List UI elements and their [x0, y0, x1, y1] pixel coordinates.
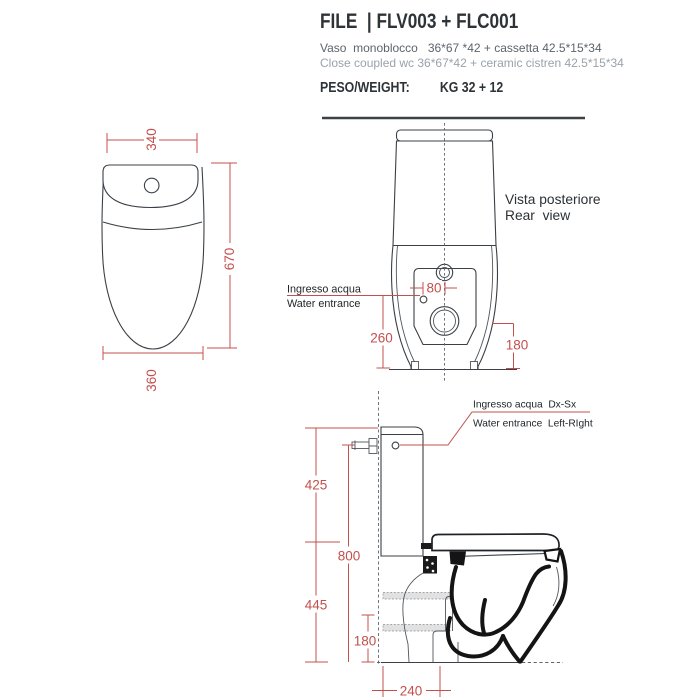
rear-foot-left: [412, 362, 419, 370]
side-cistern: [381, 427, 423, 556]
dim-445: [303, 542, 329, 662]
rear-bowl-right-inner: [475, 246, 493, 363]
side-pipe-band-upper: [383, 593, 450, 600]
side-rim-right-block: [545, 549, 561, 562]
rear-view-drawing: [287, 118, 601, 383]
weight-value: KG 32 + 12: [439, 80, 504, 96]
rear-water-label-en: Water entrance: [287, 298, 361, 310]
side-outer-inner-line: [553, 567, 559, 606]
dim-340-label: 340: [144, 128, 159, 151]
side-water-label-it: Ingresso acqua Dx-Sx: [473, 399, 577, 411]
rear-water-inlet-hole: [420, 296, 427, 303]
rear-bowl-left: [392, 246, 411, 370]
side-pipe-band-lower: [383, 625, 450, 632]
subtitle-italian: Vaso monoblocco 36*67 *42 + cassetta 42.5*15*34: [320, 41, 602, 55]
dim-445-label: 445: [304, 597, 328, 613]
side-bowl-cavity: [452, 567, 549, 635]
side-inlet-fitting: [352, 439, 377, 454]
rear-bowl-right: [478, 246, 497, 370]
top-view-bowl-edge: [103, 222, 202, 230]
side-rim-left-block: [450, 552, 467, 566]
rear-bowl-left-inner: [396, 246, 414, 363]
rear-foot-right: [471, 362, 478, 370]
dim-240-label: 240: [399, 683, 423, 699]
dim-260-label: 260: [370, 330, 393, 346]
side-seat-lid: [432, 534, 559, 551]
side-foot-front: [433, 631, 446, 662]
rear-caption-en: Rear view: [505, 208, 571, 223]
dim-425-label: 425: [304, 477, 328, 493]
product-title: FILE | FLV003 + FLC001: [320, 10, 519, 33]
top-view-cistern-lid: [103, 165, 198, 208]
side-weir: [482, 600, 485, 633]
side-rim-line: [456, 554, 546, 557]
dim-670-label: 670: [222, 247, 237, 271]
dim-260: [370, 296, 394, 369]
side-trap-outlet: [503, 636, 520, 662]
rear-caption-it: Vista posteriore: [505, 192, 601, 207]
dim-180-side: [352, 615, 378, 662]
dim-180-side-label: 180: [353, 633, 377, 649]
dim-180-rear: [492, 324, 533, 369]
dim-670: [207, 163, 238, 348]
dim-240: [372, 666, 451, 699]
dim-800-label: 800: [337, 548, 361, 564]
dim-800: [336, 445, 362, 662]
side-pedestal-back: [403, 573, 423, 662]
subtitle-english: Close coupled wc 36*67*42 + ceramic cistren 42.5*15*34: [320, 56, 624, 70]
rear-water-label-it: Ingresso acqua: [287, 283, 361, 296]
dim-340: [107, 124, 197, 155]
side-water-label-en: Water entrance Left-RIght: [473, 418, 593, 430]
side-trap: [448, 618, 503, 656]
top-view-drawing: [102, 124, 238, 392]
dim-180-rear-label: 180: [505, 337, 529, 353]
dim-360-label: 360: [144, 369, 159, 392]
side-view-drawing: [303, 391, 593, 699]
side-fixing-bracket: [423, 556, 437, 574]
dim-80: [410, 280, 457, 296]
rear-drain-hole-outer: [430, 307, 459, 336]
dim-360: [103, 346, 203, 392]
dim-80-label: 80: [426, 280, 442, 296]
weight-label: PESO/WEIGHT:: [320, 80, 410, 96]
